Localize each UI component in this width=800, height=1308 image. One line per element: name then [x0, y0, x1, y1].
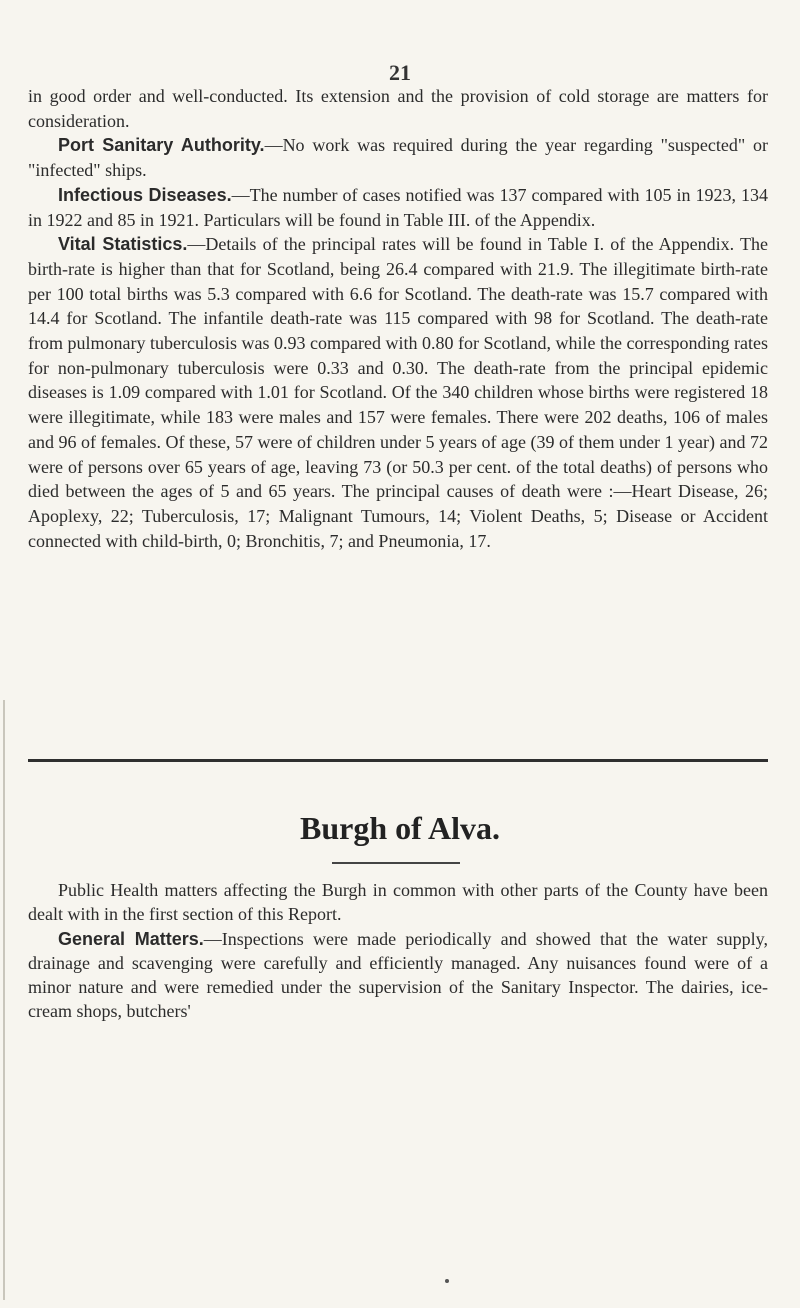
- infectious-diseases-text: —The number of cases notified was 137 compared with 105 in 1923, 134 in 1922 and 85 in 1921. Particulars will be found in Table III. of the Appendix.: [28, 184, 768, 230]
- general-matters-text: —Inspections were made periodically and showed that the water supply, drainage and scavenging were carefully and efficiently managed. Any nuisances found were of a minor nature and were remedied under the supervision of the Sanitary Inspector. The dairies, ice-cream shops, butchers': [28, 928, 768, 1022]
- section-title: Burgh of Alva.: [299, 810, 501, 846]
- bottom-section: [28, 878, 768, 1024]
- top-section: [28, 84, 768, 553]
- infectious-diseases-paragraph: [28, 183, 768, 232]
- infectious-diseases-heading: Infectious Diseases.: [58, 184, 232, 205]
- public-health-paragraph: Public Health matters affecting the Burgh in common with other parts of the County have been dealt with in the first section of this Report.: [28, 880, 768, 925]
- vital-statistics-heading: Vital Statistics.: [58, 234, 188, 255]
- vital-statistics-paragraph: [28, 232, 768, 553]
- port-sanitary-text: —No work was required during the year regarding "suspected" or "infected" ships.: [28, 135, 768, 181]
- title-underline: [332, 862, 460, 864]
- intro-paragraph: in good order and well-conducted. Its extension and the provision of cold storage are matters for consideration.: [28, 86, 768, 131]
- page-mark: [445, 1279, 449, 1283]
- binding-edge: [3, 700, 5, 1300]
- general-matters-paragraph: [28, 927, 768, 1024]
- vital-statistics-text: —Details of the principal rates will be found in Table I. of the Appendix. The birth-rate is higher than that for Scotland, being 26.4 compared with 21.9. The illegitimate birth-rate per 100 total births was 5.3 compared with 6.6 for Scotland. The death-rate was 15.7 compared with 14.4 for Scotland. The infantile death-rate was 115 compared with 98 for Scotland. The death-rate from pulmonary tuberculosis was 0.93 compared with 0.80 for Scotland, while the corresponding rates for non-pulmonary tuberculosis were 0.33 and 0.30. The death-rate from the principal epidemic diseases is 1.09 compared with 1.01 for Scotland. Of the 340 children whose births were registered 18 were illegitimate, while 183 were males and 157 were females. There were 202 deaths, 106 of males and 96 of females. Of these, 57 were of children under 5 years of age (39 of them under 1 year) and 72 were of persons over 65 years of age, leaving 73 (or 50.3 per cent. of the total deaths) of persons who died between the ages of 5 and 65 years. The principal causes of death were :—Heart Disease, 26; Apoplexy, 22; Tuberculosis, 17; Malignant Tumours, 14; Violent Deaths, 5; Disease or Accident connected with child-birth, 0; Bronchitis, 7; and Pneumonia, 17.: [28, 234, 768, 551]
- general-matters-heading: General Matters.: [58, 928, 204, 949]
- section-divider: [28, 759, 768, 762]
- port-sanitary-paragraph: [28, 133, 768, 182]
- port-sanitary-heading: Port Sanitary Authority.: [58, 135, 265, 156]
- page-number: 21: [389, 60, 411, 85]
